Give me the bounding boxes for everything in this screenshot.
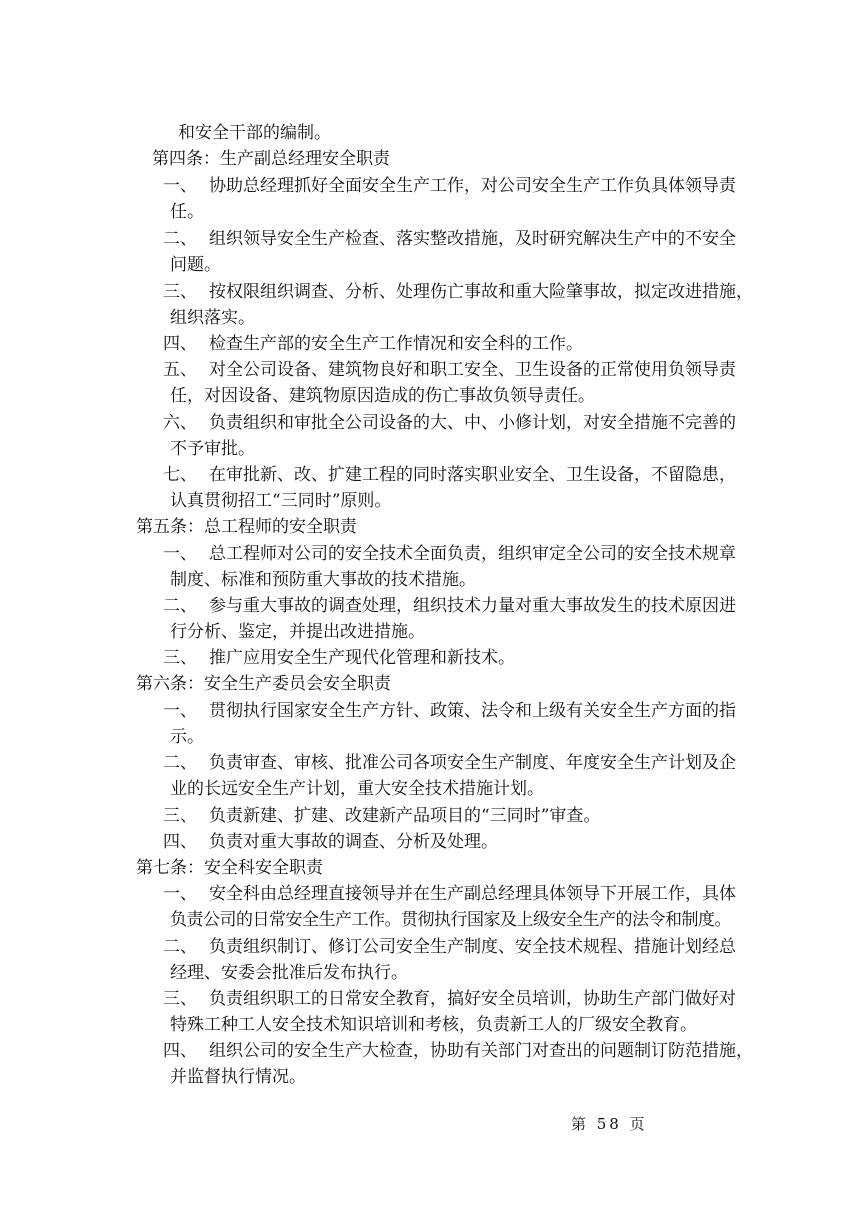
item-number: 一、	[163, 544, 197, 564]
item-text: 贯彻执行国家安全生产方针、政策、法令和上级有关安全生产方面的指	[209, 701, 736, 721]
text-line: 并监督执行情况。	[170, 1067, 306, 1087]
list-item	[163, 595, 736, 617]
item-number: 三、	[163, 806, 197, 826]
text-line: 不予审批。	[170, 439, 255, 459]
list-item	[163, 752, 736, 774]
item-text: 检查生产部的安全生产工作情况和安全科的工作。	[209, 334, 583, 354]
item-text: 对全公司设备、建筑物良好和职工安全、卫生设备的正常使用负领导责	[209, 360, 736, 380]
page-number: 第 58 页	[571, 1115, 648, 1133]
item-text: 负责组织和审批全公司设备的大、中、小修计划，对安全措施不完善的	[209, 413, 736, 433]
text-line: 任。	[170, 202, 204, 222]
text-line: 示。	[170, 727, 204, 747]
item-number: 六、	[163, 413, 197, 433]
section-heading: 第五条：总工程师的安全职责	[136, 517, 357, 537]
item-text: 负责组织职工的日常安全教育，搞好安全员培训，协助生产部门做好对	[209, 989, 736, 1009]
item-text: 按权限组织调查、分析、处理伤亡事故和重大险肇事故，拟定改进措施，	[209, 282, 753, 302]
list-item	[163, 936, 736, 958]
list-item	[163, 988, 736, 1010]
text-line: 组织落实。	[170, 308, 255, 328]
text-line: 和安全干部的编制。	[178, 123, 331, 143]
list-item	[163, 647, 515, 669]
list-item	[163, 175, 736, 197]
text-line: 认真贯彻招工“三同时”原则。	[170, 491, 392, 511]
text-line: 行分析、鉴定，并提出改进措施。	[170, 622, 425, 642]
section-heading: 第七条：安全科安全职责	[136, 858, 323, 878]
section-heading: 第六条：安全生产委员会安全职责	[136, 674, 391, 694]
item-number: 一、	[163, 701, 197, 721]
item-text: 参与重大事故的调查处理，组织技术力量对重大事故发生的技术原因进	[209, 596, 736, 616]
item-number: 一、	[163, 176, 197, 196]
list-item	[163, 359, 736, 381]
item-number: 四、	[163, 1041, 197, 1061]
item-text: 安全科由总经理直接领导并在生产副总经理具体领导下开展工作，具体	[209, 884, 736, 904]
list-item	[163, 333, 583, 355]
item-number: 二、	[163, 753, 197, 773]
text-line: 特殊工种工人安全技术知识培训和考核，负责新工人的厂级安全教育。	[170, 1015, 697, 1035]
item-text: 协助总经理抓好全面安全生产工作，对公司安全生产工作负具体领导责	[209, 176, 736, 196]
item-number: 三、	[163, 282, 197, 302]
item-number: 二、	[163, 937, 197, 957]
item-text: 在审批新、改、扩建工程的同时落实职业安全、卫生设备，不留隐患，	[209, 465, 736, 485]
list-item	[163, 805, 600, 827]
list-item	[163, 412, 736, 434]
item-text: 负责对重大事故的调查、分析及处理。	[209, 832, 498, 852]
list-item	[163, 1040, 753, 1062]
item-text: 总工程师对公司的安全技术全面负责，组织审定全公司的安全技术规章	[209, 544, 736, 564]
item-text: 组织公司的安全生产大检查，协助有关部门对查出的问题制订防范措施，	[209, 1041, 753, 1061]
text-line: 问题。	[170, 255, 221, 275]
item-number: 二、	[163, 229, 197, 249]
item-number: 四、	[163, 334, 197, 354]
item-text: 负责新建、扩建、改建新产品项目的“三同时”审查。	[209, 806, 601, 826]
list-item	[163, 700, 736, 722]
item-text: 组织领导安全生产检查、落实整改措施，及时研究解决生产中的不安全	[209, 229, 736, 249]
list-item	[163, 281, 753, 303]
item-number: 三、	[163, 648, 197, 668]
list-item	[163, 831, 498, 853]
list-item	[163, 543, 736, 565]
list-item	[163, 464, 736, 486]
item-number: 一、	[163, 884, 197, 904]
item-text: 负责审查、审核、批准公司各项安全生产制度、年度安全生产计划及企	[209, 753, 736, 773]
list-item	[163, 883, 736, 905]
item-text: 负责组织制订、修订公司安全生产制度、安全技术规程、措施计划经总	[209, 937, 736, 957]
item-number: 四、	[163, 832, 197, 852]
item-number: 二、	[163, 596, 197, 616]
item-number: 七、	[163, 465, 197, 485]
text-line: 负责公司的日常安全生产工作。贯彻执行国家及上级安全生产的法令和制度。	[170, 910, 731, 930]
list-item	[163, 228, 736, 250]
text-line: 任，对因设备、建筑物原因造成的伤亡事故负领导责任。	[170, 386, 595, 406]
text-line: 经理、安委会批准后发布执行。	[170, 963, 408, 983]
item-number: 五、	[163, 360, 197, 380]
text-line: 制度、标准和预防重大事故的技术措施。	[170, 570, 476, 590]
section-heading: 第四条：生产副总经理安全职责	[152, 149, 390, 169]
text-line: 业的长远安全生产计划，重大安全技术措施计划。	[170, 779, 544, 799]
item-text: 推广应用安全生产现代化管理和新技术。	[209, 648, 515, 668]
item-number: 三、	[163, 989, 197, 1009]
